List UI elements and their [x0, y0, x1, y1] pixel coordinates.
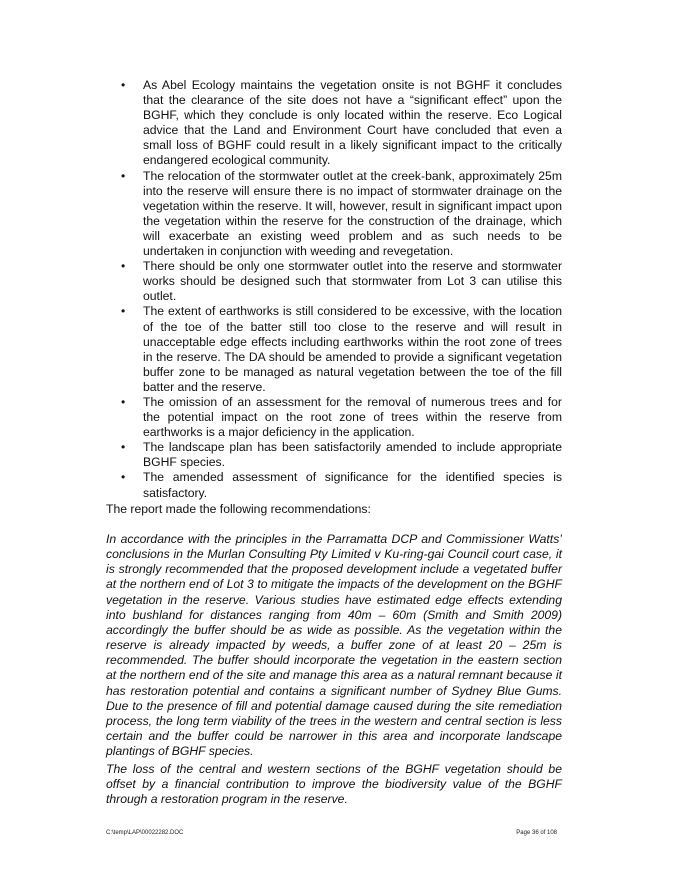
bullet-item — [118, 440, 562, 470]
bullet-text: The omission of an assessment for the removal of numerous trees and for the potential impact on the root zone of trees within the reserve from earthworks is a major deficiency in the application. — [143, 394, 562, 440]
bullet-icon: • — [121, 78, 126, 92]
bullet-item — [118, 395, 562, 440]
bullet-item — [118, 169, 562, 260]
bullet-text: The relocation of the stormwater outlet at the creek-bank, approximately 25m into the reserve will ensure there is no impact of stormwater drainage on the vegetation within the reserve. It will, however, result in significant impact upon the vegetation within the reserve for the construction of the drainage, which will exacerbate an existing weed problem and as such needs to be undertaken in conjunction with weeding and revegetation. — [143, 168, 562, 259]
bullet-icon: • — [121, 168, 126, 183]
recommendation-paragraph-2: The loss of the central and western sections of the BGHF vegetation should be offset by a financial contribution to improve the biodiversity value of the BGHF through a restoration program in the reserve. — [106, 762, 562, 807]
footer-page-number: Page 36 of 108 — [516, 830, 557, 836]
bullet-item — [118, 470, 562, 500]
bullet-item — [118, 304, 562, 395]
recommendations-intro: The report made the following recommendations: — [106, 502, 371, 516]
bullet-icon: • — [121, 440, 126, 455]
footer-file-path: C:\temp\LAP\00022282.DOC — [106, 830, 184, 836]
bullet-item — [118, 78, 562, 169]
bullet-text: The amended assessment of significance for the identified species is satisfactory. — [143, 470, 562, 500]
recommendation-paragraph-1: In accordance with the principles in the Parramatta DCP and Commissioner Watts’ conclusions in the Murlan Consulting Pty Limited v Ku-ring-gai Council court case, it is strongly recommended that the proposed development include a vegetated buffer at the northern end of Lot 3 to mitigate the impacts of the development on the BGHF vegetation in the reserve. Various studies have estimated edge effects extending into bushland for distances ranging from 40m – 60m (Smith and Smith 2009) accordingly the buffer should be as wide as possible. As the vegetation within the reserve is already impacted by weeds, a buffer zone of at least 20 – 25m is recommended. The buffer should incorporate the vegetation in the eastern section at the northern end of the site and manage this area as a natural remnant because it has restoration potential and contains a significant number of Sydney Blue Gums. Due to the presence of fill and potential damage caused during the site remediation process, the long term viability of the trees in the western and central section is less certain and the buffer could be narrower in this area and incorporate landscape plantings of BGHF species. — [106, 532, 562, 759]
findings-bullet-list — [118, 78, 562, 501]
bullet-icon: • — [121, 259, 126, 274]
bullet-icon: • — [121, 470, 126, 485]
bullet-text: As Abel Ecology maintains the vegetation onsite is not BGHF it concludes that the clearance of the site does not have a “significant effect” upon the BGHF, which they conclude is only located within the reserve. Eco Logical advice that the Land and Environment Court have concluded that even a small loss of BGHF could result in a likely significant impact to the critically endangered ecological community. — [143, 78, 562, 168]
bullet-text: The landscape plan has been satisfactorily amended to include appropriate BGHF species. — [143, 440, 562, 470]
bullet-icon: • — [121, 394, 126, 409]
bullet-item — [118, 259, 562, 304]
bullet-text: There should be only one stormwater outlet into the reserve and stormwater works should be designed such that stormwater from Lot 3 can utilise this outlet. — [143, 259, 562, 304]
bullet-icon: • — [121, 304, 126, 319]
bullet-text: The extent of earthworks is still considered to be excessive, with the location of the toe of the batter still too close to the reserve and will result in unacceptable edge effects including earthworks within the root zone of trees in the reserve. The DA should be amended to provide a significant vegetation buffer zone to be managed as natural vegetation between the toe of the fill batter and the reserve. — [143, 304, 562, 394]
